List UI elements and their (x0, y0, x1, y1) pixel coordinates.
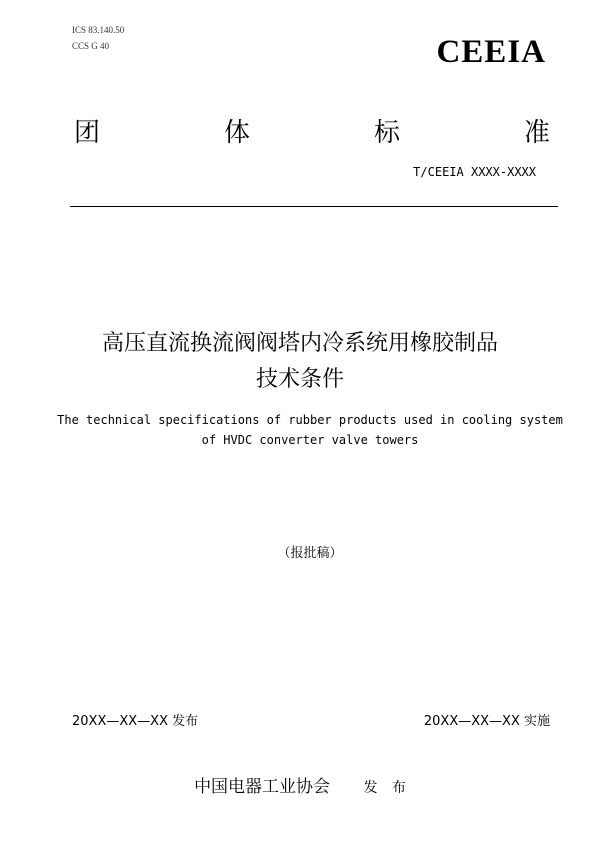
standard-category (74, 112, 550, 149)
publisher (0, 772, 600, 797)
publish-label: 发 布 (363, 780, 406, 796)
english-title-line-2: of HVDC converter valve towers (201, 433, 419, 447)
draft-status: （报批稿） (277, 546, 343, 561)
category-char: 标 (373, 118, 400, 148)
ccs-code: CCS G 40 (72, 41, 110, 51)
ics-code: ICS 83.140.50 (72, 25, 125, 35)
ceeia-logo: CEEIA (436, 34, 546, 70)
category-char: 团 (74, 118, 101, 148)
implement-date: 20XX—XX—XX 实施 (423, 714, 550, 729)
classification-codes (72, 22, 124, 54)
title-line-1: 高压直流换流阀阀塔内冷系统用橡胶制品 (101, 331, 498, 356)
english-title-line-1: The technical specifications of rubber products used in cooling system (57, 413, 563, 427)
organization-name: 中国电器工业协会 (194, 777, 331, 797)
english-title (0, 410, 600, 450)
title-line-2: 技术条件 (255, 367, 344, 392)
divider (70, 206, 558, 207)
category-char: 准 (523, 118, 550, 148)
standard-code: T/CEEIA XXXX-XXXX (413, 165, 536, 179)
category-char: 体 (223, 118, 250, 148)
publish-date: 20XX—XX—XX 发布 (72, 714, 199, 729)
